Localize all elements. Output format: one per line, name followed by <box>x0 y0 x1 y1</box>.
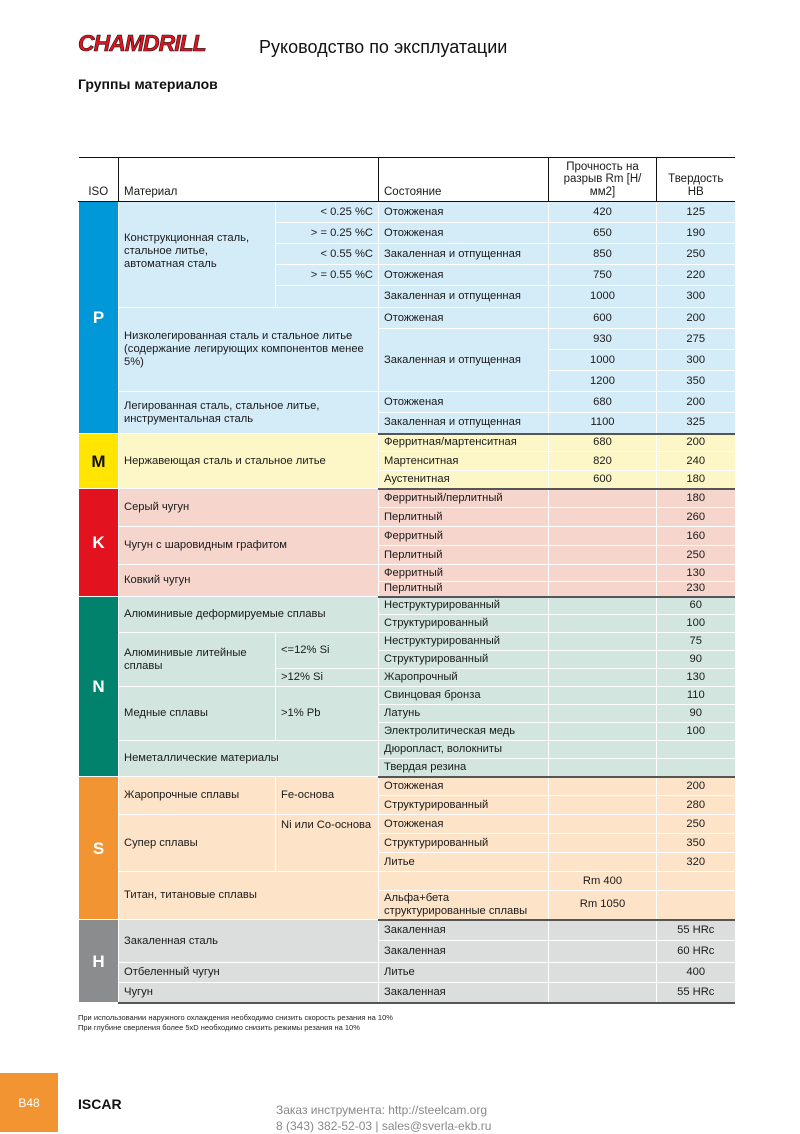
strength-cell <box>549 759 657 777</box>
material-name: Алюминивые литейные сплавы <box>119 633 276 687</box>
document-title: Руководство по эксплуатации <box>259 37 508 57</box>
condition-cell: Ферритный <box>379 527 549 546</box>
table-row <box>79 815 735 834</box>
hardness-cell: 250 <box>657 815 735 834</box>
strength-cell <box>549 963 657 983</box>
material-name: Серый чугун <box>119 489 379 527</box>
hardness-cell: 350 <box>657 834 735 853</box>
material-subtype: < 0.25 %C <box>276 202 379 223</box>
hardness-cell: 260 <box>657 508 735 527</box>
hardness-cell: 240 <box>657 452 735 471</box>
iso-group-m: M <box>79 434 119 489</box>
hardness-cell: 190 <box>657 223 735 244</box>
condition-cell: Закаленная и отпущенная <box>379 244 549 265</box>
hardness-cell: 75 <box>657 633 735 651</box>
condition-cell: Перлитный <box>379 508 549 527</box>
strength-cell <box>549 941 657 963</box>
strength-cell: 680 <box>549 434 657 452</box>
iso-group-p: P <box>79 202 119 434</box>
hardness-cell: 130 <box>657 565 735 582</box>
header-material: Материал <box>119 158 379 202</box>
material-name: Чугун с шаровидным графитом <box>119 527 379 565</box>
material-subtype: >12% Si <box>276 669 379 687</box>
strength-cell <box>549 834 657 853</box>
table-header-row <box>79 158 735 202</box>
condition-cell: Литье <box>379 853 549 872</box>
hardness-cell: 220 <box>657 265 735 286</box>
hardness-cell: 200 <box>657 434 735 452</box>
material-subtype: < 0.55 %C <box>276 244 379 265</box>
contact-phone-email[interactable]: 8 (343) 382-52-03 | sales@sverla-ekb.ru <box>276 1119 492 1133</box>
table-row <box>79 434 735 452</box>
hardness-cell: 300 <box>657 350 735 371</box>
hardness-cell: 400 <box>657 963 735 983</box>
strength-cell: 850 <box>549 244 657 265</box>
strength-cell <box>549 853 657 872</box>
hardness-cell: 90 <box>657 705 735 723</box>
table-row <box>79 633 735 651</box>
hardness-cell: 60 <box>657 597 735 615</box>
table-row <box>79 963 735 983</box>
material-subtype: Ni или Co-основа <box>276 815 379 872</box>
strength-cell <box>549 489 657 508</box>
hardness-cell: 160 <box>657 527 735 546</box>
strength-cell: 1200 <box>549 371 657 392</box>
chamdrill-logo <box>78 30 238 56</box>
contact-info <box>276 1102 491 1134</box>
hardness-cell: 100 <box>657 723 735 741</box>
material-name: Титан, титановые сплавы <box>119 872 379 920</box>
hardness-cell: 100 <box>657 615 735 633</box>
table-row <box>79 777 735 796</box>
condition-cell: Латунь <box>379 705 549 723</box>
strength-cell <box>549 669 657 687</box>
hardness-cell: 55 HRc <box>657 920 735 941</box>
strength-cell: Rm 400 <box>549 872 657 891</box>
strength-cell: 820 <box>549 452 657 471</box>
condition-cell: Ферритный/перлитный <box>379 489 549 508</box>
strength-cell: 750 <box>549 265 657 286</box>
strength-cell <box>549 741 657 759</box>
hardness-cell: 320 <box>657 853 735 872</box>
strength-cell <box>549 920 657 941</box>
strength-cell <box>549 777 657 796</box>
condition-cell: Закаленная и отпущенная <box>379 286 549 308</box>
strength-cell: 650 <box>549 223 657 244</box>
table-row <box>79 983 735 1003</box>
hardness-cell <box>657 759 735 777</box>
material-subtype <box>276 286 379 308</box>
condition-cell: Перлитный <box>379 582 549 597</box>
material-subtype: Fe-основа <box>276 777 379 815</box>
table-row <box>79 392 735 413</box>
condition-cell: Отожженая <box>379 777 549 796</box>
footnote: При глубине сверления более 5xD необходимо снизить режимы резания на 10% <box>78 1023 360 1032</box>
hardness-cell <box>657 891 735 920</box>
material-subtype: <=12% Si <box>276 633 379 669</box>
header-strength: Прочность на разрыв Rm [Н/мм2] <box>549 158 657 202</box>
condition-cell: Ферритный <box>379 565 549 582</box>
condition-cell: Жаропрочный <box>379 669 549 687</box>
hardness-cell: 325 <box>657 413 735 434</box>
hardness-cell: 200 <box>657 392 735 413</box>
header-condition: Состояние <box>379 158 549 202</box>
condition-cell: Структурированный <box>379 615 549 633</box>
hardness-cell: 200 <box>657 777 735 796</box>
condition-cell: Закаленная <box>379 920 549 941</box>
table-row <box>79 202 735 223</box>
material-name: Конструкционная сталь, стальное литье, автоматная сталь <box>119 202 276 308</box>
condition-cell: Закаленная и отпущенная <box>379 413 549 434</box>
iso-group-h: H <box>79 920 119 1003</box>
condition-cell: Отожженая <box>379 265 549 286</box>
table-row <box>79 741 735 759</box>
strength-cell <box>549 983 657 1003</box>
strength-cell: 930 <box>549 329 657 350</box>
footnotes <box>78 1013 393 1033</box>
hardness-cell: 180 <box>657 489 735 508</box>
condition-cell: Структурированный <box>379 834 549 853</box>
material-subtype: >1% Pb <box>276 687 379 741</box>
condition-cell: Отожженая <box>379 815 549 834</box>
hardness-cell: 230 <box>657 582 735 597</box>
hardness-cell: 200 <box>657 308 735 329</box>
material-name: Нержавеющая сталь и стальное литье <box>119 434 379 489</box>
table-row <box>79 527 735 546</box>
table-row <box>79 489 735 508</box>
strength-cell: Rm 1050 <box>549 891 657 920</box>
iso-group-k: K <box>79 489 119 597</box>
strength-cell <box>549 508 657 527</box>
condition-cell: Альфа+бета структурированные сплавы <box>379 891 549 920</box>
table-row <box>79 565 735 582</box>
strength-cell <box>549 723 657 741</box>
table-row <box>79 597 735 615</box>
header-iso: ISO <box>79 158 119 202</box>
hardness-cell: 60 HRc <box>657 941 735 963</box>
condition-cell: Отожженая <box>379 223 549 244</box>
condition-cell: Закаленная <box>379 941 549 963</box>
condition-cell: Отожженая <box>379 202 549 223</box>
strength-cell: 1100 <box>549 413 657 434</box>
material-name: Закаленная сталь <box>119 920 379 963</box>
hardness-cell <box>657 741 735 759</box>
material-groups-table <box>78 157 735 1004</box>
iso-group-s: S <box>79 777 119 920</box>
hardness-cell: 110 <box>657 687 735 705</box>
condition-cell: Закаленная и отпущенная <box>379 329 549 392</box>
strength-cell <box>549 615 657 633</box>
condition-cell: Отожженая <box>379 392 549 413</box>
strength-cell <box>549 633 657 651</box>
condition-cell: Дюропласт, волокниты <box>379 741 549 759</box>
table-row <box>79 872 735 891</box>
hardness-cell: 180 <box>657 471 735 489</box>
material-subtype: > = 0.25 %C <box>276 223 379 244</box>
strength-cell <box>549 705 657 723</box>
condition-cell: Аустенитная <box>379 471 549 489</box>
condition-cell: Твердая резина <box>379 759 549 777</box>
condition-cell: Структурированный <box>379 796 549 815</box>
section-title: Группы материалов <box>78 76 218 92</box>
hardness-cell: 125 <box>657 202 735 223</box>
hardness-cell: 300 <box>657 286 735 308</box>
strength-cell <box>549 546 657 565</box>
material-name: Легированная сталь, стальное литье, инструментальная сталь <box>119 392 379 434</box>
condition-cell <box>379 872 549 891</box>
order-link[interactable]: Заказ инструмента: http://steelcam.org <box>276 1103 488 1117</box>
header-hardness: Твердость HB <box>657 158 735 202</box>
table-row <box>79 308 735 329</box>
brand-label: ISCAR <box>78 1096 122 1112</box>
strength-cell: 1000 <box>549 286 657 308</box>
material-name: Ковкий чугун <box>119 565 379 597</box>
hardness-cell: 250 <box>657 546 735 565</box>
strength-cell: 1000 <box>549 350 657 371</box>
footnote: При использовании наружного охлаждения необходимо снизить скорость резания на 10% <box>78 1013 393 1022</box>
material-name: Медные сплавы <box>119 687 276 741</box>
hardness-cell: 250 <box>657 244 735 265</box>
condition-cell: Перлитный <box>379 546 549 565</box>
material-name: Алюминивые деформируемые сплавы <box>119 597 379 633</box>
hardness-cell: 90 <box>657 651 735 669</box>
strength-cell: 600 <box>549 308 657 329</box>
condition-cell: Ферритная/мартенситная <box>379 434 549 452</box>
material-name: Супер сплавы <box>119 815 276 872</box>
table-row <box>79 687 735 705</box>
condition-cell: Закаленная <box>379 983 549 1003</box>
hardness-cell: 55 HRc <box>657 983 735 1003</box>
hardness-cell: 130 <box>657 669 735 687</box>
condition-cell: Свинцовая бронза <box>379 687 549 705</box>
strength-cell <box>549 687 657 705</box>
strength-cell: 420 <box>549 202 657 223</box>
strength-cell <box>549 565 657 582</box>
strength-cell <box>549 815 657 834</box>
condition-cell: Электролитическая медь <box>379 723 549 741</box>
svg-text:CHAMDRILL: CHAMDRILL <box>78 30 206 56</box>
material-groups-table-wrap <box>78 157 734 1004</box>
condition-cell: Неструктурированный <box>379 633 549 651</box>
condition-cell: Отожженая <box>379 308 549 329</box>
material-name: Жаропрочные сплавы <box>119 777 276 815</box>
page-number: B48 <box>18 1096 40 1110</box>
hardness-cell: 280 <box>657 796 735 815</box>
material-subtype: > = 0.55 %C <box>276 265 379 286</box>
hardness-cell: 350 <box>657 371 735 392</box>
material-name: Неметаллические материалы <box>119 741 379 777</box>
strength-cell: 680 <box>549 392 657 413</box>
condition-cell: Литье <box>379 963 549 983</box>
material-name: Чугун <box>119 983 379 1003</box>
strength-cell <box>549 651 657 669</box>
strength-cell <box>549 597 657 615</box>
condition-cell: Неструктурированный <box>379 597 549 615</box>
material-name: Низколегированная сталь и стальное литье (содержание легирующих компонентов менее 5%) <box>119 308 379 392</box>
strength-cell <box>549 527 657 546</box>
condition-cell: Мартенситная <box>379 452 549 471</box>
strength-cell: 600 <box>549 471 657 489</box>
hardness-cell: 275 <box>657 329 735 350</box>
iso-group-n: N <box>79 597 119 777</box>
table-row <box>79 920 735 941</box>
material-name: Отбеленный чугун <box>119 963 379 983</box>
strength-cell <box>549 582 657 597</box>
condition-cell: Структурированный <box>379 651 549 669</box>
hardness-cell <box>657 872 735 891</box>
strength-cell <box>549 796 657 815</box>
